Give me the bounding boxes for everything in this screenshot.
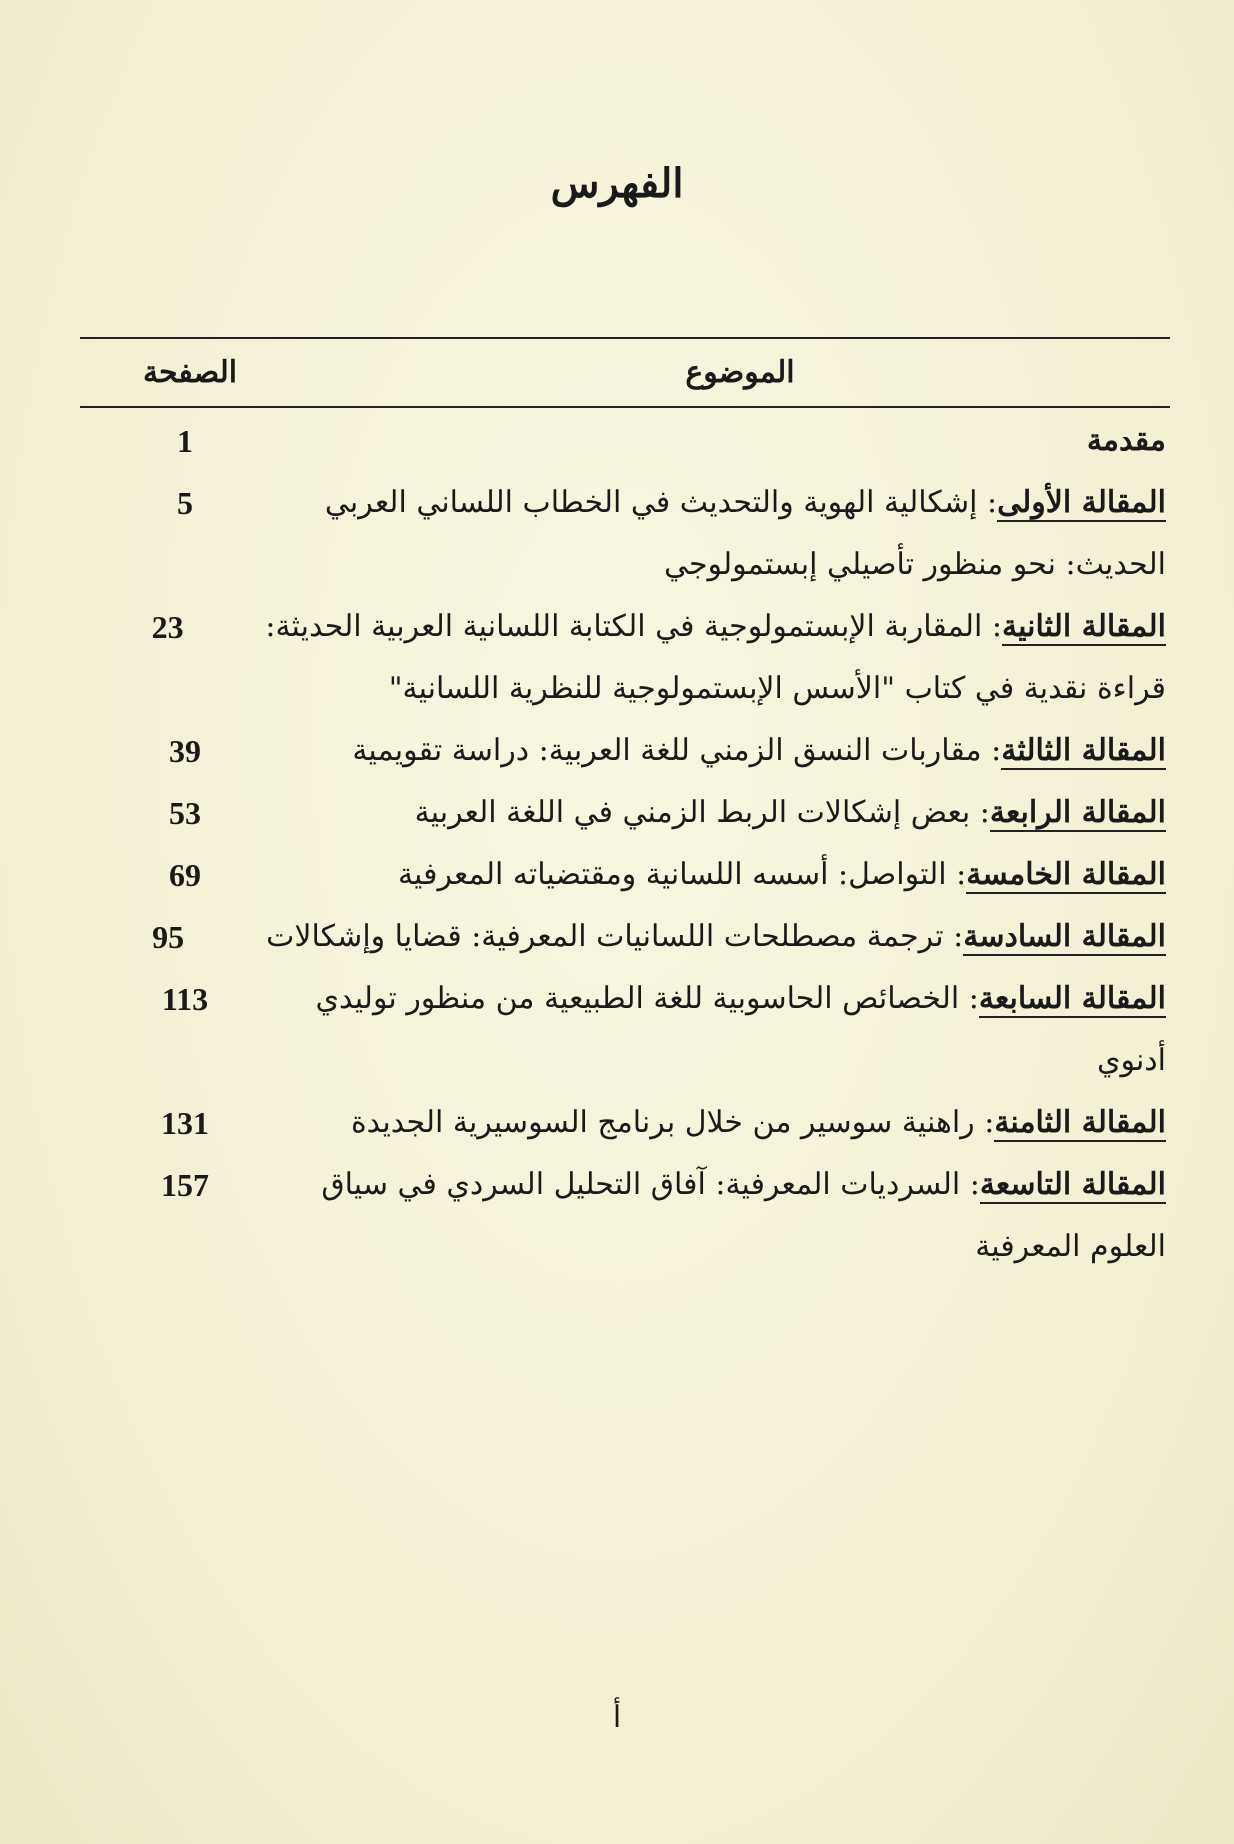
toc-entry [80, 968, 1170, 1092]
header-rule-top [80, 337, 1170, 339]
column-header-page: الصفحة [142, 355, 238, 390]
toc-entry-label: المقالة الثامنة [994, 1105, 1166, 1140]
toc-entry-label: المقالة السادسة [963, 919, 1166, 954]
toc-entry-line [265, 658, 1166, 720]
table-of-contents [80, 410, 1170, 1278]
toc-entry-page-number: 69 [169, 857, 201, 893]
page-folio: أ [612, 1700, 622, 1735]
toc-entry-line [300, 410, 1166, 472]
toc-entry [80, 720, 1170, 782]
toc-entry-title: : الخصائص الحاسوبية للغة الطبيعية من منظور توليدي [315, 981, 979, 1016]
toc-entry-title: الحديث: نحو منظور تأصيلي إبستمولوجي [663, 547, 1166, 582]
toc-entry-line [300, 968, 1166, 1030]
toc-entry-page-number: 95 [152, 919, 185, 955]
toc-entry-page-number: 157 [161, 1167, 209, 1203]
toc-entry-line [300, 720, 1166, 782]
toc-entry-line [300, 1030, 1166, 1092]
toc-entry-text [290, 968, 1170, 1092]
header-rule-bottom [80, 406, 1170, 408]
toc-entry-text [290, 782, 1170, 844]
toc-entry [80, 472, 1170, 596]
toc-entry-page-number: 23 [151, 609, 184, 645]
toc-entry-text [290, 410, 1170, 472]
toc-entry-page-number: 5 [177, 485, 193, 521]
toc-entry-title: قراءة نقدية في كتاب "الأسس الإبستمولوجية للنظرية اللسانية" [388, 671, 1166, 706]
toc-entry-title: : السرديات المعرفية: آفاق التحليل السردي في سياق [321, 1167, 980, 1202]
toc-entry-label: مقدمة [1086, 423, 1166, 458]
toc-entry-label: المقالة الأولى [997, 485, 1166, 520]
toc-entry-page-number: 131 [161, 1105, 209, 1141]
toc-entry [80, 906, 1170, 968]
toc-entry-title: : المقاربة الإبستمولوجية في الكتابة اللسانية العربية الحديثة: [265, 609, 1003, 644]
toc-entry-line [300, 534, 1166, 596]
toc-entry-title: أدنوي [1096, 1043, 1166, 1078]
column-header-subject: الموضوع [685, 355, 795, 390]
toc-entry-text [290, 1092, 1170, 1154]
toc-entry-title: العلوم المعرفية [975, 1229, 1166, 1264]
toc-entry [80, 410, 1170, 472]
toc-entry-page-number: 53 [169, 795, 201, 831]
toc-entry-line [266, 906, 1166, 968]
toc-entry-line [300, 1216, 1166, 1278]
toc-entry-line [300, 844, 1166, 906]
toc-entry-label: المقالة الثانية [1002, 609, 1166, 644]
toc-entry-page-number: 1 [177, 423, 193, 459]
toc-entry-label: المقالة الثالثة [1001, 733, 1166, 768]
toc-entry [80, 782, 1170, 844]
toc-entry [80, 844, 1170, 906]
toc-entry-text [290, 1154, 1170, 1278]
toc-entry [80, 1092, 1170, 1154]
toc-entry-label: المقالة الرابعة [989, 795, 1166, 830]
toc-entry-title: : إشكالية الهوية والتحديث في الخطاب اللساني العربي [324, 485, 998, 520]
toc-entry-text [255, 596, 1170, 720]
toc-entry-text [290, 844, 1170, 906]
toc-entry [80, 1154, 1170, 1278]
toc-entry-line [300, 472, 1166, 534]
toc-entry-page-number: 39 [169, 733, 201, 769]
toc-entry-line [300, 1154, 1166, 1216]
page-title: الفهرس [550, 160, 684, 207]
toc-entry-text [290, 720, 1170, 782]
toc-entry-text [256, 906, 1170, 968]
toc-entry-page-number: 113 [161, 981, 209, 1017]
toc-entry-title: : التواصل: أسسه اللسانية ومقتضياته المعرفية [397, 857, 967, 892]
toc-entry-line [300, 782, 1166, 844]
toc-entry [80, 596, 1170, 720]
toc-entry-label: المقالة السابعة [978, 981, 1166, 1016]
toc-entry-text [290, 472, 1170, 596]
toc-entry-title: : مقاربات النسق الزمني للغة العربية: دراسة تقويمية [352, 733, 1002, 768]
toc-entry-title: : ترجمة مصطلحات اللسانيات المعرفية: قضايا وإشكالات [266, 919, 964, 954]
toc-entry-label: المقالة التاسعة [979, 1167, 1166, 1202]
toc-entry-title: : راهنية سوسير من خلال برنامج السوسيرية الجديدة [350, 1105, 995, 1140]
toc-entry-line [300, 1092, 1166, 1154]
toc-entry-title: : بعض إشكالات الربط الزمني في اللغة العربية [414, 795, 990, 830]
toc-entry-line [265, 596, 1166, 658]
toc-entry-label: المقالة الخامسة [966, 857, 1166, 892]
